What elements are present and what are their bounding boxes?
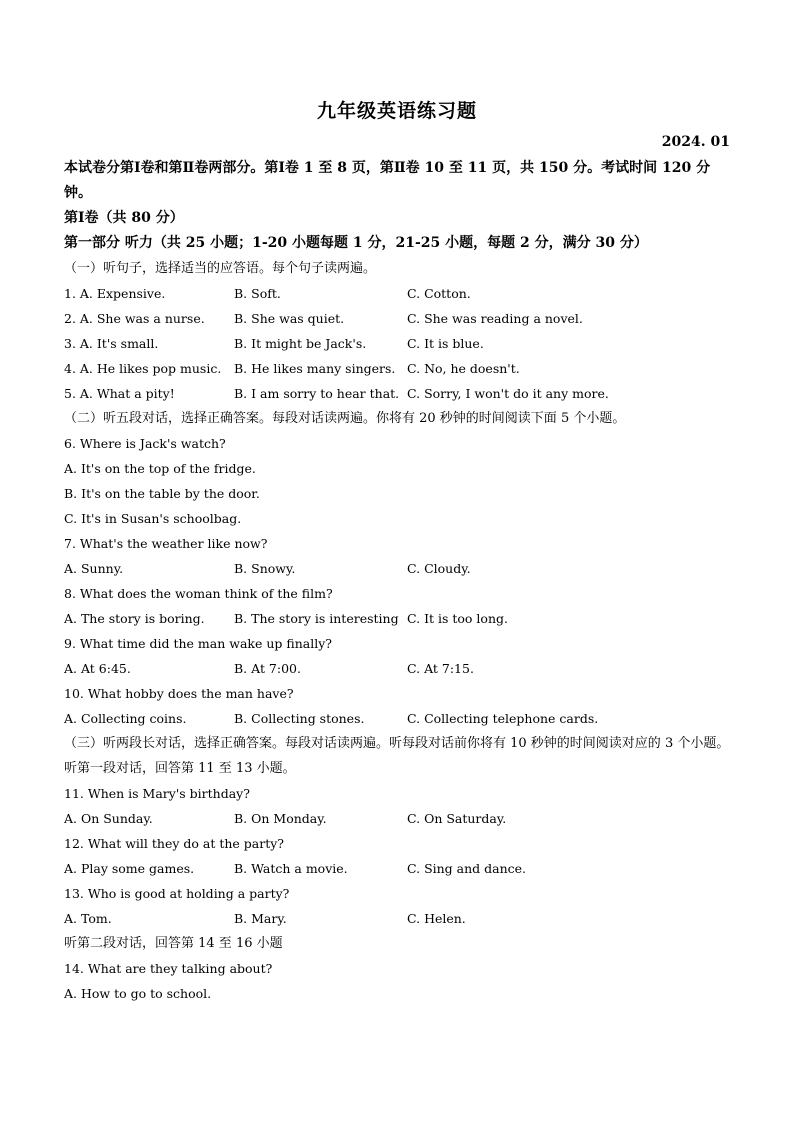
option-b: B. The story is interesting [234, 611, 399, 626]
option-b: B. Snowy. [234, 561, 296, 576]
question-stem: 14. What are they talking about? [64, 961, 273, 976]
option-b: B. Collecting stones. [234, 711, 365, 726]
option-b: B. He likes many singers. [234, 361, 396, 376]
question-stem: 9. What time did the man wake up finally? [64, 636, 332, 651]
part-heading: 第一部分 听力（共 25 小题；1-20 小题每题 1 分，21-25 小题，每题 2 分，满分 30 分） [64, 235, 648, 251]
question-row [64, 331, 734, 356]
question-stem: 8. What does the woman think of the film? [64, 586, 333, 601]
question-row [64, 306, 734, 331]
option-c: C. Collecting telephone cards. [407, 711, 599, 726]
question-stem: 6. Where is Jack's watch? [64, 436, 226, 451]
option-c: C. It's in Susan's schoolbag. [64, 511, 242, 526]
option-c: C. Helen. [407, 911, 466, 926]
option-a: A. The story is boring. [64, 611, 205, 626]
question-row [64, 606, 734, 631]
section2-instruction: （二）听五段对话，选择正确答案。每段对话读两遍。你将有 20 秒钟的时间阅读下面 5 个小题。 [64, 411, 626, 426]
question-stem: 7. What's the weather like now? [64, 536, 268, 551]
option-a: A. Collecting coins. [64, 711, 187, 726]
section3-instruction: （三）听两段长对话，选择正确答案。每段对话读两遍。听每段对话前你将有 10 秒钟的时间阅读对应的 3 个小题。 [64, 736, 730, 751]
option-a: 1. A. Expensive. [64, 286, 166, 301]
option-b: B. She was quiet. [234, 311, 345, 326]
option-c: C. Sing and dance. [407, 861, 527, 876]
option-a: A. It's on the top of the fridge. [64, 461, 256, 476]
option-a: A. Play some games. [64, 861, 195, 876]
option-c: C. No, he doesn't. [407, 361, 520, 376]
option-c: C. It is too long. [407, 611, 508, 626]
option-b: B. It might be Jack's. [234, 336, 367, 351]
page-title: 九年级英语练习题 [316, 100, 477, 122]
option-b: B. It's on the table by the door. [64, 486, 260, 501]
option-b: B. Mary. [234, 911, 287, 926]
option-a: A. Tom. [64, 911, 112, 926]
option-b: B. On Monday. [234, 811, 327, 826]
question-row [64, 556, 734, 581]
option-b: B. At 7:00. [234, 661, 301, 676]
option-c: C. She was reading a novel. [407, 311, 583, 326]
option-b: B. Watch a movie. [234, 861, 348, 876]
option-a: A. At 6:45. [64, 661, 131, 676]
exam-intro: 本试卷分第Ⅰ卷和第Ⅱ卷两部分。第Ⅰ卷 1 至 8 页，第Ⅱ卷 10 至 11 页，共 150 分。考试时间 120 分钟。 [64, 160, 711, 201]
option-b: B. I am sorry to hear that. [234, 386, 400, 401]
option-c: C. Cotton. [407, 286, 471, 301]
option-c: C. Cloudy. [407, 561, 471, 576]
question-stem: 10. What hobby does the man have? [64, 686, 294, 701]
question-stem: 12. What will they do at the party? [64, 836, 284, 851]
question-row [64, 656, 734, 681]
option-a: 2. A. She was a nurse. [64, 311, 205, 326]
option-c: C. At 7:15. [407, 661, 474, 676]
question-stem: 11. When is Mary's birthday? [64, 786, 250, 801]
volume-heading: 第Ⅰ卷（共 80 分） [64, 210, 184, 226]
dialog-heading: 听第一段对话，回答第 11 至 13 小题。 [64, 761, 296, 776]
option-c: C. Sorry, I won't do it any more. [407, 386, 609, 401]
section1-instruction: （一）听句子，选择适当的应答语。每个句子读两遍。 [64, 261, 377, 276]
question-row [64, 806, 734, 831]
question-row [64, 356, 734, 381]
question-row [64, 856, 734, 881]
option-a: A. How to go to school. [64, 986, 212, 1001]
option-a: 3. A. It's small. [64, 336, 159, 351]
question-stem: 13. Who is good at holding a party? [64, 886, 290, 901]
question-row [64, 281, 734, 306]
exam-content [64, 156, 734, 1006]
question-row [64, 906, 734, 931]
option-a: 4. A. He likes pop music. [64, 361, 222, 376]
exam-date: 2024. 01 [661, 134, 730, 150]
option-c: C. It is blue. [407, 336, 484, 351]
option-b: B. Soft. [234, 286, 281, 301]
option-a: A. On Sunday. [64, 811, 153, 826]
option-a: 5. A. What a pity! [64, 386, 175, 401]
dialog-heading: 听第二段对话，回答第 14 至 16 小题 [64, 936, 283, 951]
option-c: C. On Saturday. [407, 811, 507, 826]
option-a: A. Sunny. [64, 561, 124, 576]
question-row [64, 706, 734, 731]
question-row [64, 381, 734, 406]
